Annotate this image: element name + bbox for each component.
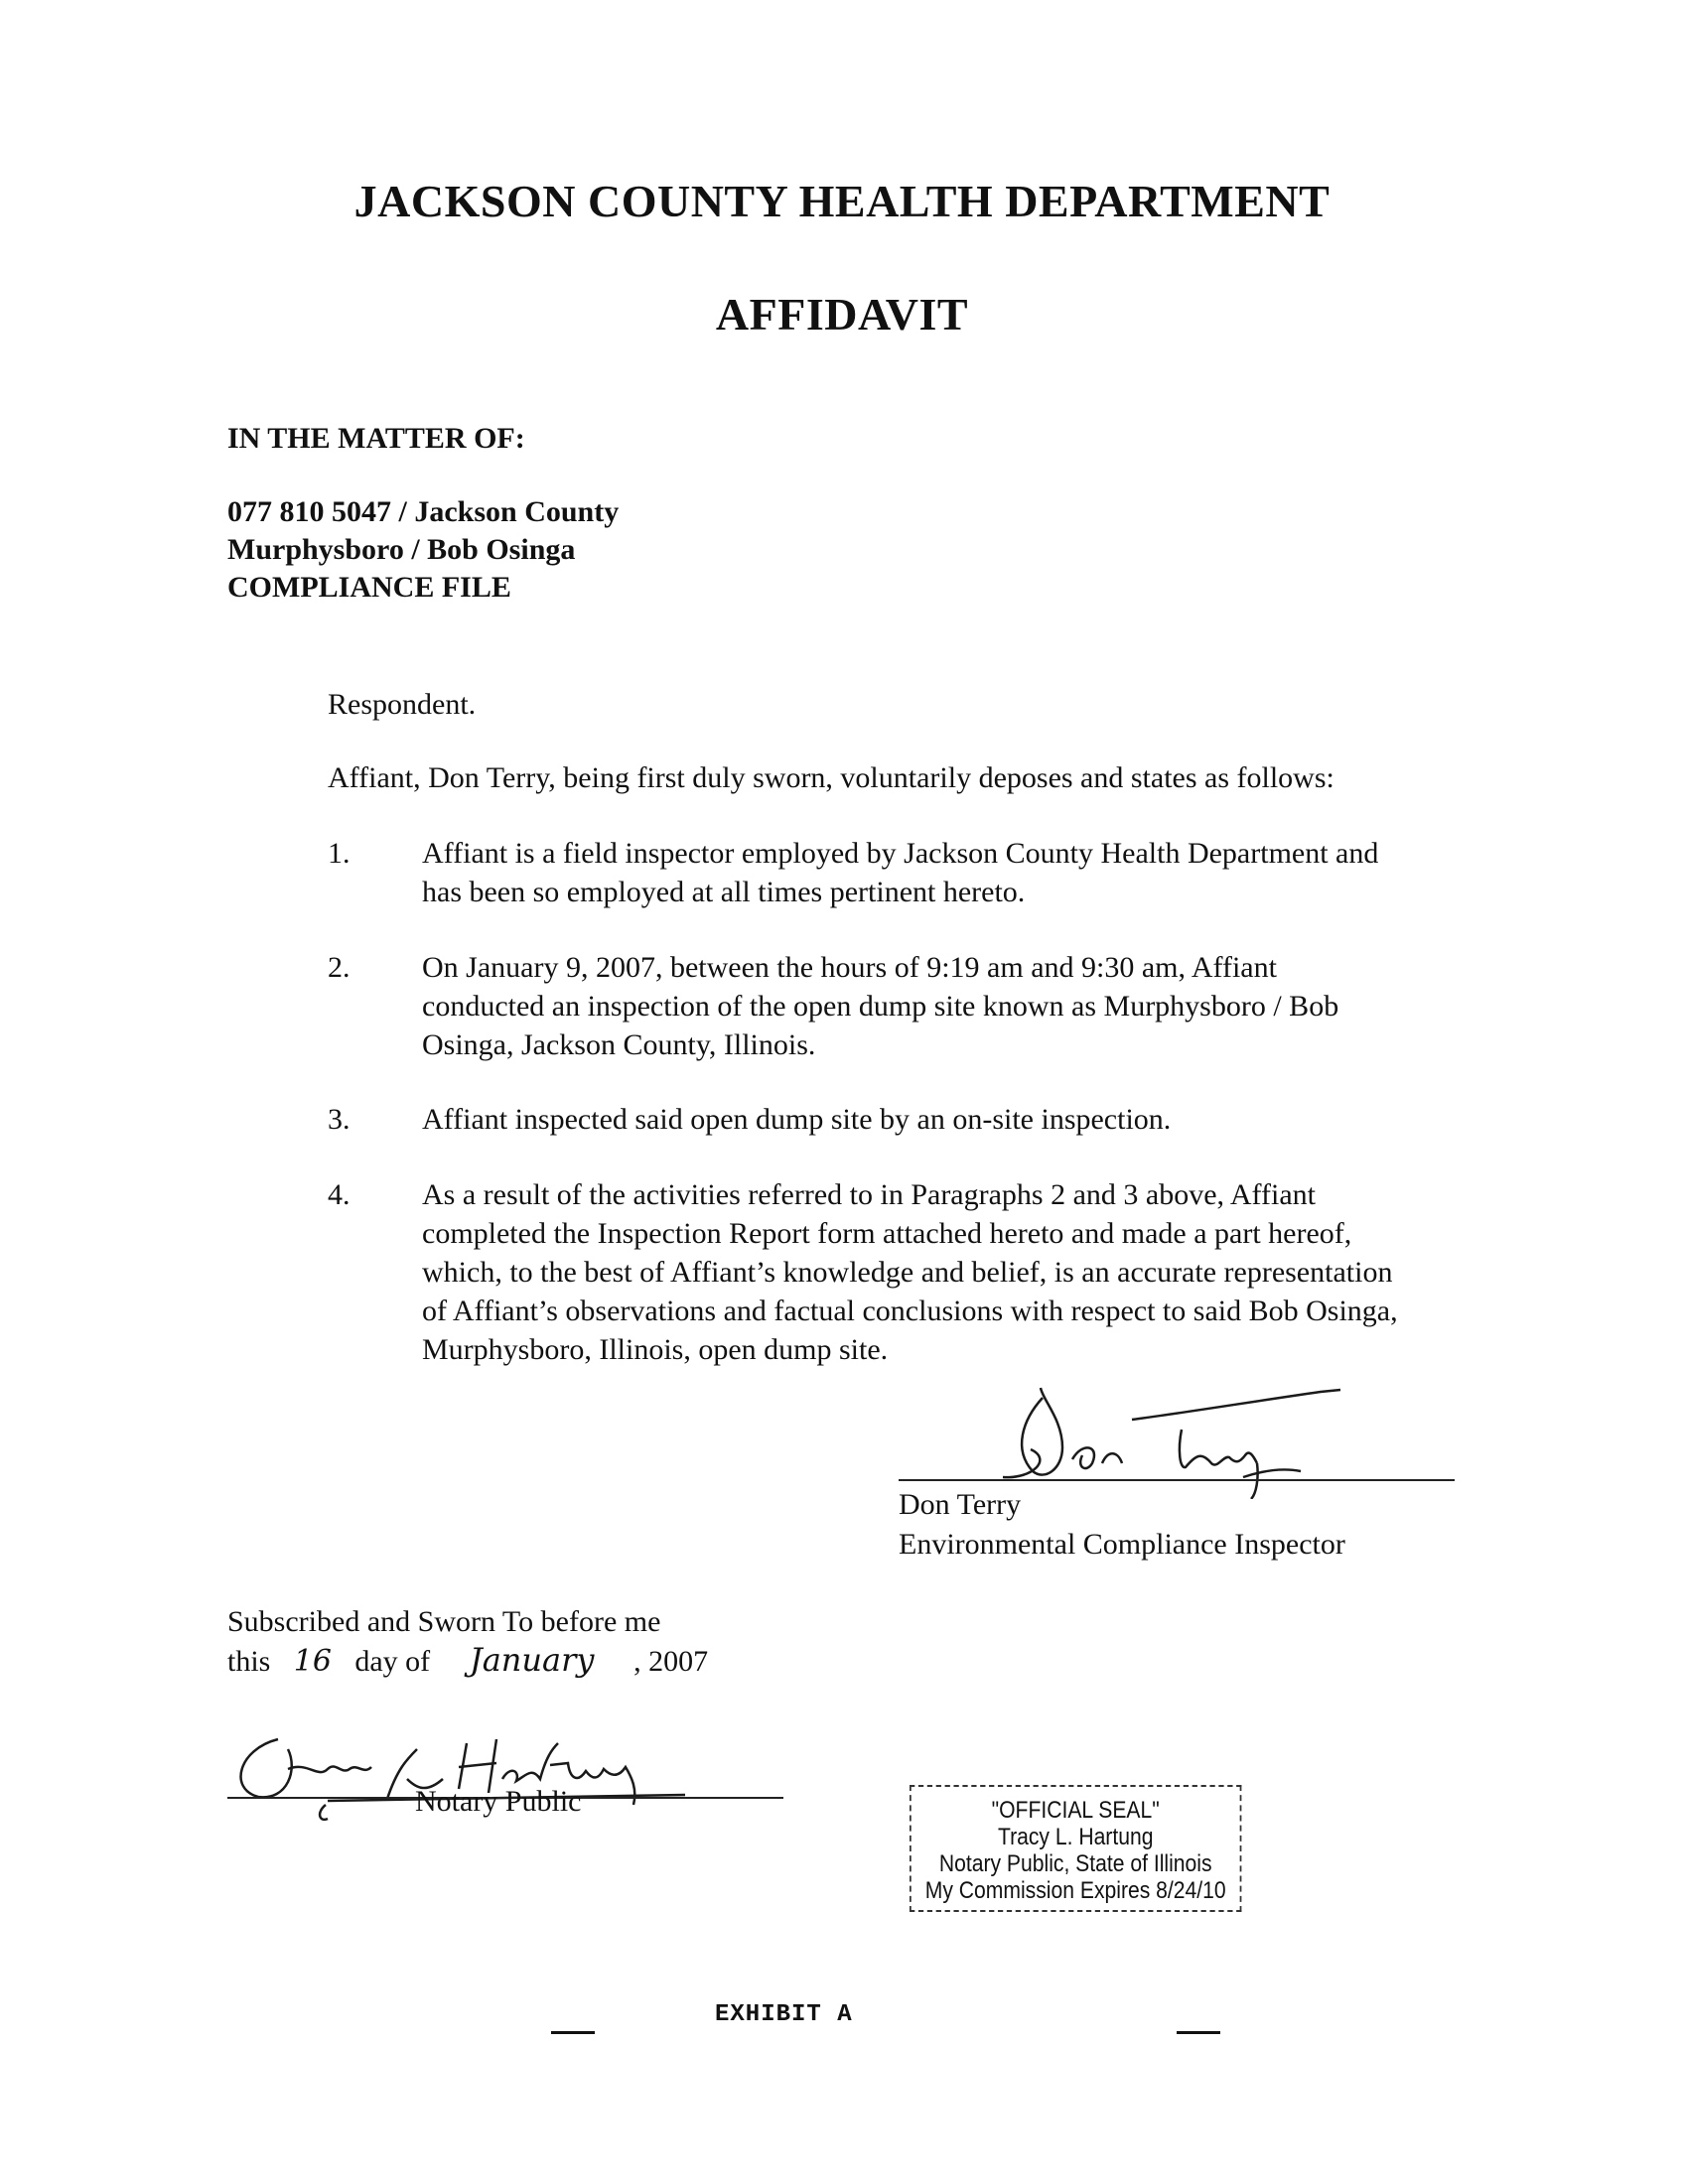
- matter-line: 077 810 5047 / Jackson County: [227, 495, 620, 528]
- paragraph-number: 4.: [328, 1178, 351, 1211]
- paragraph-4: [422, 1175, 1594, 1369]
- footer-dash-left: [551, 2031, 595, 2034]
- seal-line: "OFFICIAL SEAL": [991, 1797, 1160, 1824]
- seal-line: Notary Public, State of Illinois: [938, 1850, 1212, 1877]
- affiant-signature-line: [899, 1479, 1455, 1481]
- paragraph-line: has been so employed at all times pertinent hereto.: [422, 876, 1026, 908]
- footer-dash-right: [1177, 2031, 1220, 2034]
- official-seal-stamp: [910, 1785, 1241, 1912]
- seal-line: My Commission Expires 8/24/10: [924, 1877, 1226, 1904]
- matter-line: Murphysboro / Bob Osinga: [227, 533, 576, 566]
- document-title: AFFIDAVIT: [715, 289, 969, 340]
- paragraph-number: 2.: [328, 951, 351, 984]
- matter-caption: [227, 493, 619, 607]
- seal-line: Tracy L. Hartung: [997, 1824, 1154, 1850]
- jurat-year: , 2007: [633, 1645, 709, 1678]
- matter-line: COMPLIANCE FILE: [227, 571, 511, 604]
- paragraph-number: 1.: [328, 837, 351, 870]
- paragraph-3: [422, 1100, 1594, 1139]
- jurat-this-label: this: [227, 1645, 271, 1678]
- paragraph-line: On January 9, 2007, between the hours of 9:19 am and 9:30 am, Affiant: [422, 951, 1277, 984]
- affiant-name: Don Terry: [899, 1488, 1022, 1521]
- paragraph-line: completed the Inspection Report form attached hereto and made a part hereof,: [422, 1217, 1352, 1250]
- jurat-day-of-label: day of: [354, 1645, 431, 1678]
- affiant-title: Environmental Compliance Inspector: [899, 1528, 1345, 1561]
- paragraph-line: conducted an inspection of the open dump site known as Murphysboro / Bob: [422, 990, 1339, 1023]
- paragraph-2: [422, 948, 1594, 1064]
- jurat-line: Subscribed and Sworn To before me: [227, 1605, 661, 1638]
- notary-public-label: Notary Public: [415, 1785, 582, 1818]
- paragraph-line: Osinga, Jackson County, Illinois.: [422, 1028, 816, 1061]
- jurat-month-handwritten: January: [469, 1641, 595, 1679]
- paragraph-line: which, to the best of Affiant’s knowledge and belief, is an accurate representation: [422, 1256, 1393, 1289]
- paragraph-1: [422, 834, 1594, 911]
- exhibit-label: EXHIBIT A: [715, 2001, 853, 2028]
- matter-heading: IN THE MATTER OF:: [227, 422, 525, 455]
- paragraph-line: Affiant is a field inspector employed by Jackson County Health Department and: [422, 837, 1379, 870]
- jurat-date-line: [227, 1640, 708, 1682]
- paragraph-number: 3.: [328, 1103, 351, 1136]
- paragraph-line: Murphysboro, Illinois, open dump site.: [422, 1333, 889, 1366]
- intro-statement: Affiant, Don Terry, being first duly sworn, voluntarily deposes and states as follows:: [328, 761, 1334, 794]
- respondent-label: Respondent.: [328, 688, 477, 721]
- affiant-signature: [983, 1360, 1380, 1499]
- paragraph-line: As a result of the activities referred to in Paragraphs 2 and 3 above, Affiant: [422, 1178, 1316, 1211]
- department-title: JACKSON COUNTY HEALTH DEPARTMENT: [353, 176, 1331, 226]
- jurat-day-handwritten: 16: [293, 1644, 332, 1679]
- paragraph-line: of Affiant’s observations and factual conclusions with respect to said Bob Osinga,: [422, 1295, 1398, 1327]
- paragraph-line: Affiant inspected said open dump site by an on-site inspection.: [422, 1103, 1172, 1136]
